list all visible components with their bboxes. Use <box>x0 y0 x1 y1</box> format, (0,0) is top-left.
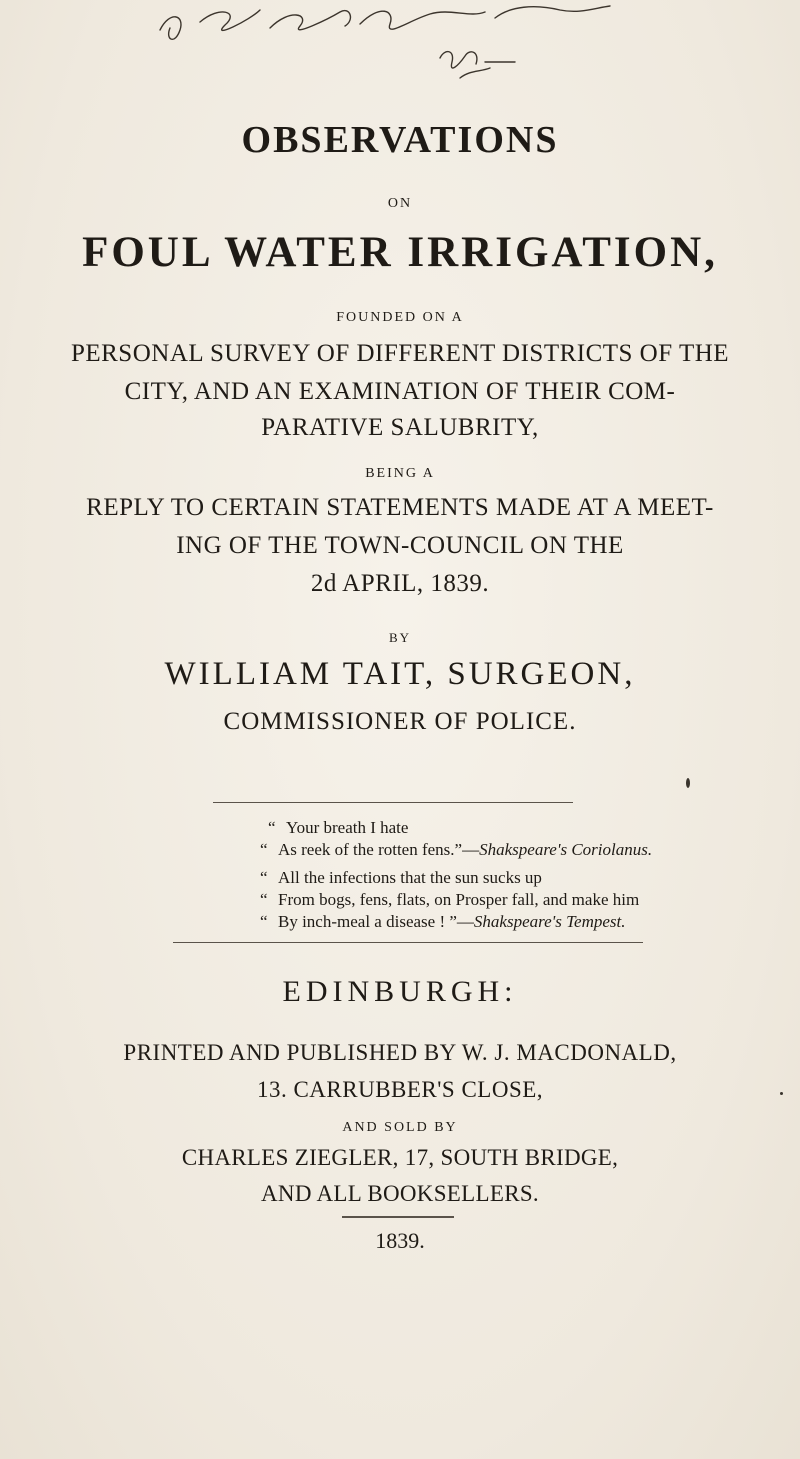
imprint-city: EDINBURGH: <box>282 975 518 1008</box>
divider-top <box>213 802 573 803</box>
imprint-others: AND ALL BOOKSELLERS. <box>261 1181 539 1206</box>
ink-speck <box>780 1092 783 1095</box>
page-title: OBSERVATIONS <box>241 119 559 161</box>
divider-bottom <box>173 942 643 943</box>
epigraph-text: Your breath I hate <box>286 818 409 837</box>
imprint-year: 1839. <box>375 1228 425 1253</box>
epigraph-text: As reek of the rotten fens.”—Shakspeare's Coriolanus. <box>278 840 653 859</box>
reply-line-2: ING OF THE TOWN-COUNCIL ON THE <box>176 532 624 559</box>
epigraph-source: Shakspeare's Coriolanus. <box>479 840 653 859</box>
imprint-and-sold: AND SOLD BY <box>342 1120 458 1135</box>
imprint-address: 13. CARRUBBER'S CLOSE, <box>256 1077 544 1102</box>
connector-on: ON <box>387 196 413 211</box>
year-rule <box>342 1216 454 1218</box>
quote-mark: “ <box>260 912 268 931</box>
quote-mark: “ <box>260 890 268 909</box>
imprint-seller: CHARLES ZIEGLER, 17, SOUTH BRIDGE, <box>181 1145 619 1170</box>
quote-mark: “ <box>260 840 268 859</box>
epigraph-text: From bogs, fens, flats, on Prosper fall, and make him <box>278 890 640 909</box>
epigraph-text: All the infections that the sun sucks up <box>278 868 542 887</box>
being-label: BEING A <box>365 466 435 481</box>
epigraph-source: Shakspeare's Tempest. <box>473 912 626 931</box>
epigraph-text: By inch-meal a disease ! ”—Shakspeare's Tempest. <box>278 912 626 931</box>
handwriting-scrawl-icon <box>140 0 620 110</box>
survey-line-1: PERSONAL SURVEY OF DIFFERENT DISTRICTS OF THE <box>70 340 730 367</box>
subject-heading: FOUL WATER IRRIGATION, <box>82 229 718 276</box>
quote-mark: “ <box>268 818 276 837</box>
ink-speck <box>686 778 690 788</box>
reply-line-3: 2d APRIL, 1839. <box>310 570 490 597</box>
handwritten-inscription <box>140 0 620 110</box>
author-name: WILLIAM TAIT, SURGEON, <box>164 656 636 692</box>
reply-line-1: REPLY TO CERTAIN STATEMENTS MADE AT A MEET- <box>86 494 714 521</box>
author-role: COMMISSIONER OF POLICE. <box>223 708 577 735</box>
founded-label: FOUNDED ON A <box>336 310 464 325</box>
survey-line-3: PARATIVE SALUBRITY, <box>261 414 539 441</box>
survey-line-2: CITY, AND AN EXAMINATION OF THEIR COM- <box>124 378 676 405</box>
quote-mark: “ <box>260 868 268 887</box>
imprint-printer: PRINTED AND PUBLISHED BY W. J. MACDONALD, <box>123 1040 677 1065</box>
by-label: BY <box>388 630 412 645</box>
